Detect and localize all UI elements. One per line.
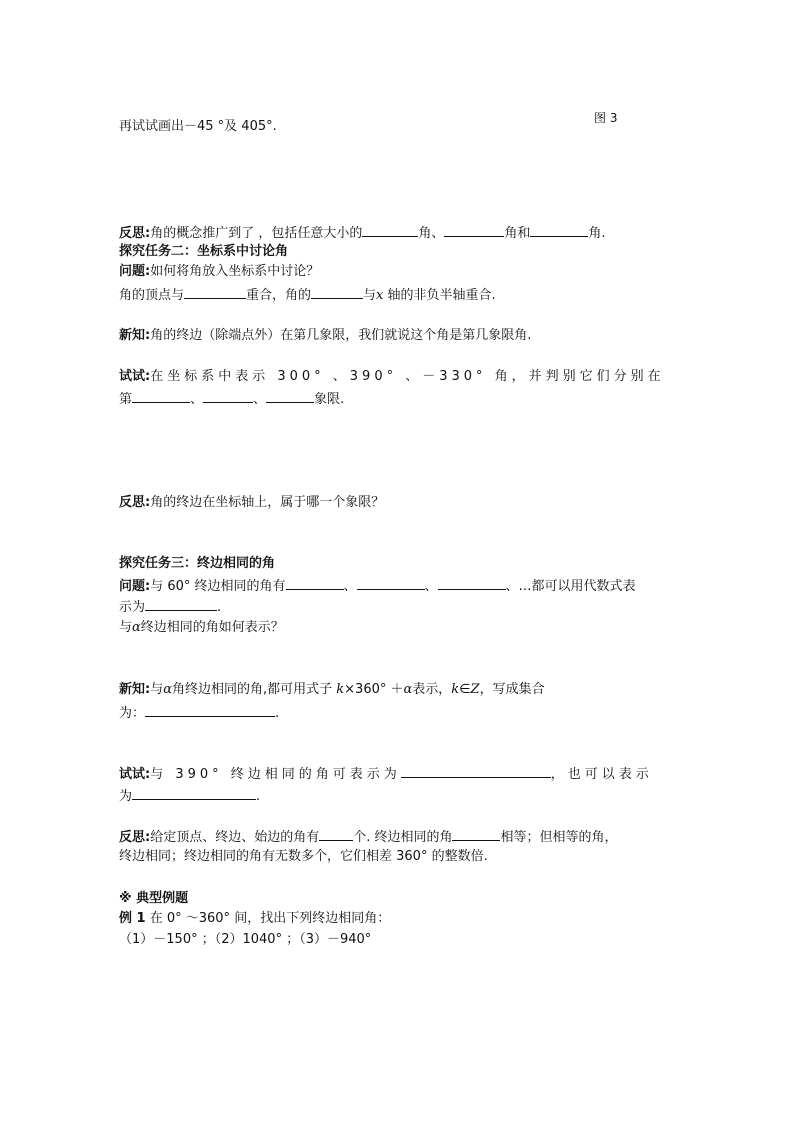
text: 重合，角的: [246, 288, 312, 303]
text: 与: [119, 620, 133, 635]
math-alpha: α: [163, 682, 172, 697]
try-1: [119, 368, 665, 386]
reflect-text: 给定顶点、终边、始边的角有: [150, 830, 320, 845]
reflect-text: 相等；但相等的角，: [500, 830, 618, 845]
text: 与: [363, 288, 377, 303]
question-label: 问题:: [119, 264, 151, 279]
reflect-text: 角.: [588, 226, 606, 241]
question-2-line-2: [119, 597, 221, 617]
figure-label: 图 3: [594, 111, 618, 125]
reflect-label: 反思:: [119, 495, 151, 510]
text: ×360° ＋: [344, 682, 404, 697]
text: 表示，: [412, 682, 452, 697]
text: 、: [253, 392, 267, 407]
try-2-line-2: [119, 786, 260, 806]
text: 、…都可以用代数式表: [505, 579, 636, 594]
blank: [438, 576, 506, 590]
math-alpha: α: [132, 620, 141, 635]
question-text: 如何将角放入坐标系中讨论？: [150, 264, 320, 279]
blank: [132, 786, 256, 800]
text: 象限.: [314, 392, 345, 407]
try-text: ，也可以表示: [550, 767, 653, 782]
new-label: 新知:: [119, 682, 151, 697]
examples-title: ※ 典型例题: [119, 891, 189, 906]
blank: [444, 223, 504, 237]
reflect-text: 角的终边在坐标轴上，属于哪一个象限？: [150, 495, 385, 510]
text: 、: [343, 579, 357, 594]
reflect-label: 反思:: [119, 830, 151, 845]
blank: [530, 223, 588, 237]
reflect-3: [119, 827, 618, 847]
reflect-2: [119, 494, 384, 512]
try-2: [119, 764, 653, 784]
try-draw-line: 再试试画出－45 °及 405°.: [119, 119, 277, 134]
alpha-question: [119, 619, 284, 637]
blank: [452, 827, 500, 841]
question-text: 与 60° 终边相同的角有: [150, 579, 286, 594]
blank: [319, 827, 353, 841]
text: ∈: [459, 682, 471, 697]
try-1-line-2: [119, 389, 344, 409]
try-label: 试试:: [119, 369, 151, 384]
text: 、: [190, 392, 204, 407]
text: .: [256, 789, 261, 804]
text: 与: [150, 682, 164, 697]
text: 、: [424, 579, 438, 594]
new-label: 新知:: [119, 328, 151, 343]
reflect-text: 角和: [504, 226, 531, 241]
reflect-3-line-2: 终边相同；终边相同的角有无数多个，它们相差 360° 的整数倍.: [119, 849, 488, 864]
math-k: k: [451, 682, 460, 697]
text: .: [217, 600, 222, 615]
text: ，写成集合: [479, 682, 545, 697]
blank: [311, 285, 363, 299]
text: .: [275, 706, 280, 721]
text: 终边相同的角如何表示？: [140, 620, 284, 635]
math-alpha: α: [403, 682, 413, 697]
new-knowledge-2: [119, 681, 545, 699]
text: 为: [119, 789, 133, 804]
task-3-title: 探究任务三：终边相同的角: [119, 556, 276, 571]
blank: [357, 576, 425, 590]
math-k: k: [336, 682, 345, 697]
task-2-title: 探究任务二：坐标系中讨论角: [119, 244, 289, 259]
blank: [184, 285, 246, 299]
new-text: 角的终边（除端点外）在第几象限，我们就说这个角是第几象限角.: [150, 328, 532, 343]
text: 轴的非负半轴重合.: [383, 288, 496, 303]
example-1-items: （1）－150° ；（2）1040° ；（3）－940°: [119, 932, 372, 947]
blank: [132, 389, 190, 403]
new-knowledge-2-line-2: [119, 703, 279, 723]
text: 为：: [119, 706, 146, 721]
example-text: 在 0° ～360° 间，找出下列终边相同角：: [145, 911, 391, 926]
reflect-1: [119, 223, 606, 243]
blank: [145, 597, 217, 611]
math-z: Z: [470, 682, 480, 697]
vertex-line: [119, 285, 496, 305]
text: 角终边相同的角,都可用式子: [172, 682, 337, 697]
text: 角的顶点与: [119, 288, 185, 303]
blank: [203, 389, 253, 403]
example-1: [119, 910, 390, 928]
new-knowledge-1: [119, 327, 531, 345]
question-label: 问题:: [119, 579, 151, 594]
blank: [266, 389, 314, 403]
text: 第: [119, 392, 133, 407]
reflect-text: 角的概念推广到了 ，包括任意大小的: [150, 226, 363, 241]
example-label: 例 1: [119, 911, 146, 926]
text: 示为: [119, 600, 146, 615]
reflect-text: 角、: [418, 226, 445, 241]
blank: [401, 764, 551, 778]
try-text: 与 390° 终边相同的角可表示为: [150, 767, 401, 782]
question-1: [119, 263, 319, 281]
blank: [145, 703, 275, 717]
blank: [286, 576, 344, 590]
try-text: 在坐标系中表示 300° 、390° 、－330° 角，并判别它们分别在: [150, 369, 665, 384]
reflect-label: 反思:: [119, 226, 151, 241]
reflect-text: 个. 终边相同的角: [353, 830, 453, 845]
blank: [362, 223, 418, 237]
math-x: x: [376, 288, 384, 303]
try-label: 试试:: [119, 767, 151, 782]
question-2: [119, 576, 636, 596]
